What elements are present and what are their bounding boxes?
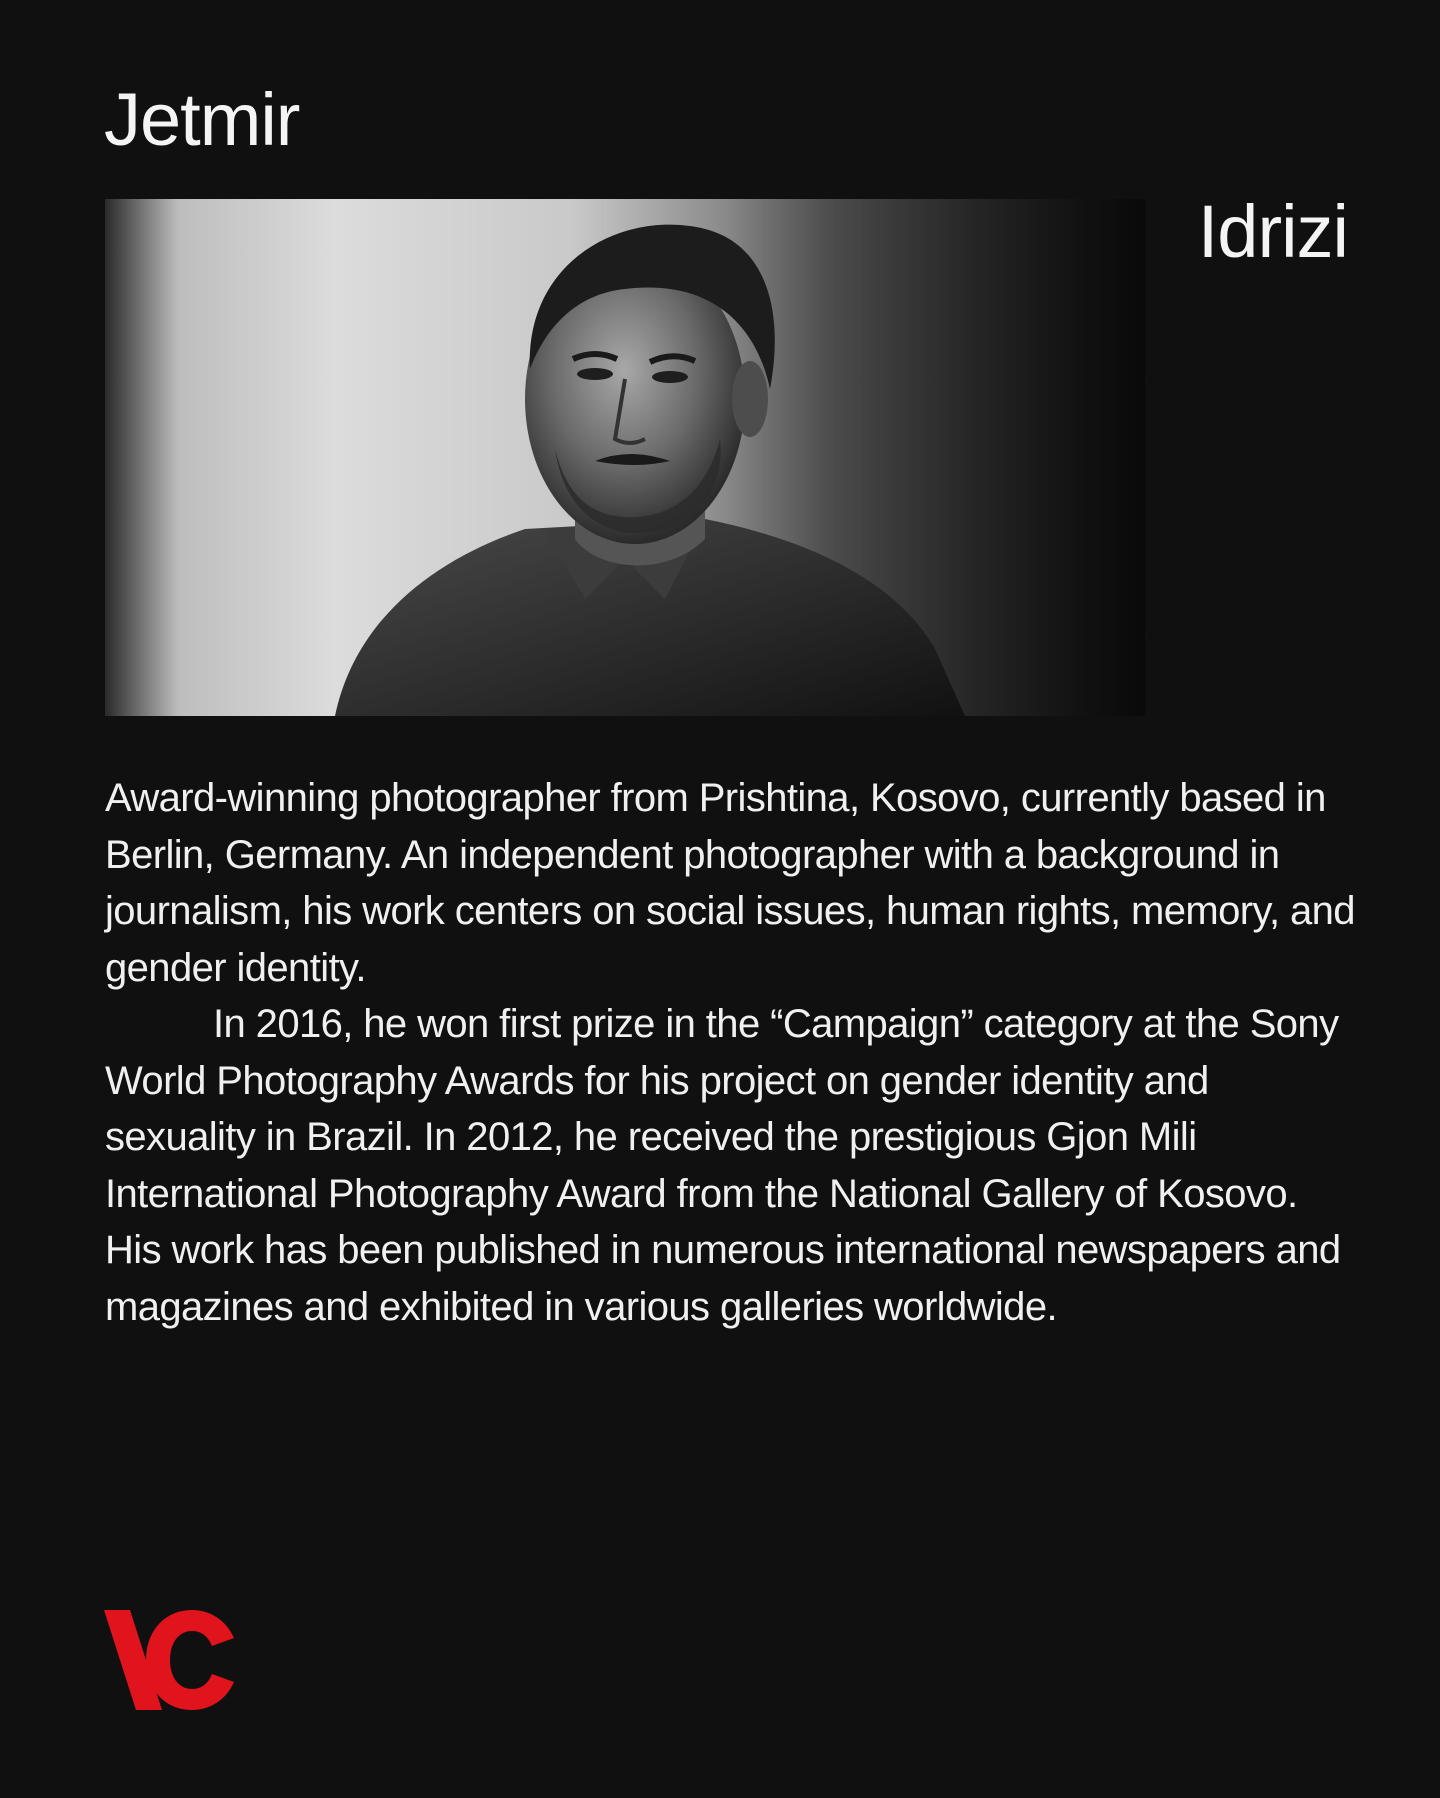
portrait-illustration — [105, 199, 1145, 716]
bio-paragraph-2: In 2016, he won first prize in the “Campaign” category at the Sony World Photography Awards for his project on gender identity and sexuality in Brazil. In 2012, he received the prestigious Gjon Mili International Photography Award from the National Gallery of Kosovo. His work has been published in numerous international newspapers and magazines and exhibited in various galleries worldwide. — [105, 1002, 1341, 1329]
ic-logo-icon — [104, 1608, 242, 1712]
last-name-heading: Idrizi — [1197, 190, 1348, 273]
portrait-photo — [105, 199, 1145, 716]
bio-paragraph-1: Award-winning photographer from Prishtina, Kosovo, currently based in Berlin, Germany. An independent photographer with a background in journalism, his work centers on social issues, human rights, memory, and gender identity. — [105, 776, 1355, 990]
ic-logo — [104, 1608, 242, 1712]
bio-text — [105, 770, 1355, 1335]
first-name-heading: Jetmir — [104, 78, 300, 161]
